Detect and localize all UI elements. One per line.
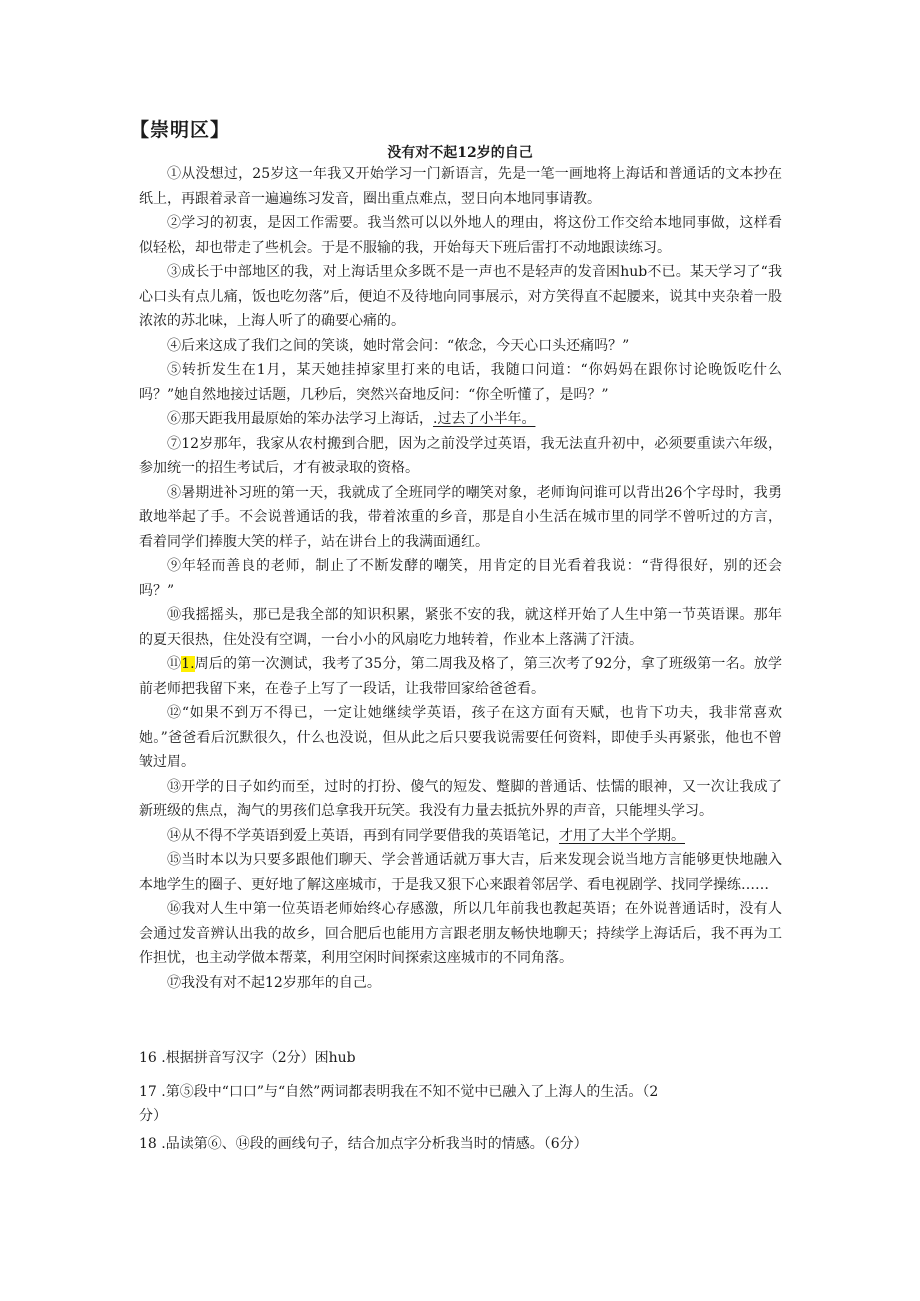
paragraph-11-text: 周后的第一次测试，我考了35分，第二周我及格了，第三次考了92分，拿了班级第一名。放学前老师把我留下来，在卷子上写了一段话，让我带回家给爸爸看。 [139, 656, 782, 697]
paragraph-16: ⑯我对人生中第一位英语老师始终心存感激，所以几年前我也教起英语；在外说普通话时，没有人会通过发音辨认出我的故乡，回合肥后也能用方言跟老朋友畅快地聊天；持续学上海话后，我不再为工作担忧，也主动学做本帮菜，利用空闲时间探索这座城市的不同角落。 [139, 901, 782, 966]
highlighted-text: 1. [181, 656, 195, 672]
paragraph-2: ②学习的初衷，是因工作需要。我当然可以以外地人的理由，将这份工作交给本地同事做，这样看似轻松，却也带走了些机会。于是不服输的我，开始每天下班后雷打不动地跟读练习。 [139, 215, 782, 256]
paragraph-7: ⑦12岁那年，我家从农村搬到合肥，因为之前没学过英语，我无法直升初中，必须要重读六年级，参加统一的招生考试后，才有被录取的资格。 [139, 435, 782, 476]
article-body [139, 162, 782, 995]
paragraph-4: ④后来这成了我们之间的笑谈，她时常会问：“侬念，今天心口头还痛吗？” [167, 337, 630, 354]
question-16: 16 .根据拼音写汉字（2分）困hub [139, 1050, 356, 1066]
region-heading: 【崇明区】 [130, 119, 231, 141]
paragraph-6-text: ⑥那天距我用最原始的笨办法学习上海话， [167, 411, 433, 427]
underlined-sentence-6: .过去了小半年。 [433, 411, 536, 427]
article-title: 没有对不起12岁的自己 [387, 145, 533, 161]
paragraph-10: ⑩我摇摇头，那已是我全部的知识积累，紧张不安的我，就这样开始了人生中第一节英语课。那年的夏天很热，住处没有空调，一台小小的风扇吃力地转着，作业本上落满了汗渍。 [139, 607, 782, 648]
paragraph-3: ③成长于中部地区的我，对上海话里众多既不是一声也不是轻声的发音困hub不已。某天学习了“我心口头有点儿痛，饭也吃勿落”后，便迫不及待地向同事展示，对方笑得直不起腰来，说其中夹杂着一股浓浓的苏北味，上海人听了的确要心痛的。 [139, 264, 782, 329]
paragraph-13: ⑬开学的日子如约而至，过时的打扮、傻气的短发、蹩脚的普通话、怯懦的眼神，又一次让我成了新班级的焦点，淘气的男孩们总拿我开玩笑。我没有力量去抵抗外界的声音，只能埋头学习。 [139, 778, 782, 819]
paragraph-15: ⑮当时本以为只要多跟他们聊天、学会普通话就万事大吉，后来发现会说当地方言能够更快地融入本地学生的圈子、更好地了解这座城市，于是我又狠下心来跟着邻居学、看电视剧学、找同学操练…… [139, 852, 782, 893]
paragraph-9: ⑨年轻而善良的老师，制止了不断发酵的嘲笑，用肯定的目光看着我说：“背得很好，别的还会吗？” [139, 558, 782, 599]
paragraph-8: ⑧暑期进补习班的第一天，我就成了全班同学的嘲笑对象，老师询问谁可以背出26个字母时，我勇敢地举起了手。不会说普通话的我，带着浓重的乡音，那是自小生活在城市里的同学不曾听过的方言，看着同学们捧腹大笑的样子，站在讲台上的我满面通红。 [139, 484, 782, 550]
paragraph-11 [139, 652, 782, 701]
paragraph-11-number: ⑪ [167, 656, 182, 672]
question-18: 18 .品读第⑥、⑭段的画线句子，结合加点字分析我当时的情感。（6分） [139, 1136, 588, 1152]
question-17-continued: 分） [139, 1108, 167, 1124]
paragraph-1: ①从没想过，25岁这一年我又开始学习一门新语言，先是一笔一画地将上海话和普通话的文本抄在纸上，再跟着录音一遍遍练习发音，圈出重点难点，翌日向本地同事请教。 [139, 166, 782, 207]
paragraph-12: ⑫“如果不到万不得已，一定让她继续学英语，孩子在这方面有天赋，也肯下功夫，我非常喜欢她。”爸爸看后沉默很久，什么也没说，但从此之后只要我说需要任何资料，即使手头再紧张，他也不曾皱过眉。 [139, 705, 782, 770]
paragraph-6 [139, 407, 782, 432]
paragraph-14 [139, 824, 782, 849]
questions-section [139, 1046, 782, 1156]
paragraph-5: ⑤转折发生在1月，某天她挂掉家里打来的电话，我随口问道：“你妈妈在跟你讨论晚饭吃什么吗？”她自然地接过话题，几秒后，突然兴奋地反问：“你全听懂了，是吗？” [139, 362, 782, 403]
paragraph-14-text: ⑭从不得不学英语到爱上英语，再到有同学要借我的英语笔记， [167, 827, 559, 844]
paragraph-17: ⑰我没有对不起12岁那年的自己。 [167, 974, 381, 991]
underlined-sentence-14: 才用了大半个学期。 [559, 827, 685, 844]
question-17: 17 .第⑤段中“口口”与“自然”两词都表明我在不知不觉中已融入了上海人的生活。（2 [139, 1084, 659, 1100]
